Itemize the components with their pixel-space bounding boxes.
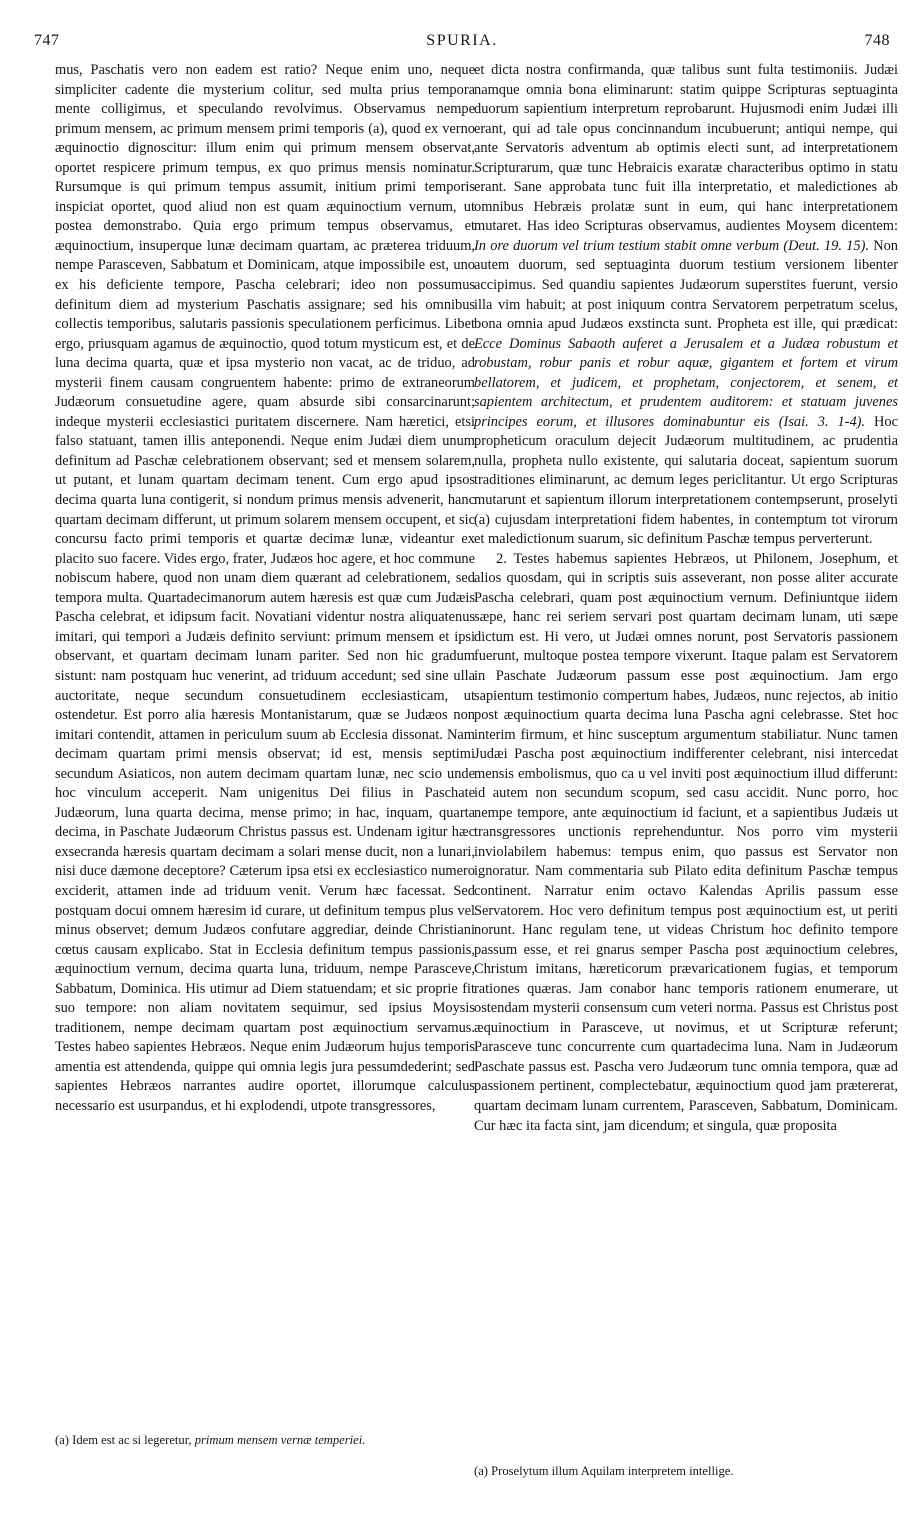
page-header: [34, 32, 890, 54]
right-column-paragraph-2: 2. Testes habemus sapientes Hebræos, ut Philonem, Josephum, et alios quosdam, qui in scriptis suis asseverant, non posse aliter accurate Pascha celebrari, quam post æquinoctium vernum. Definiuntque iidem sæpe, hanc rei seriem servari post quartam decimam lunam, uti sæpe dictum est. Hi vero, ut Judæi omnes norunt, post Servatoris passionem fuerunt, multoque postea tempore vixerunt. Itaque palam est Servatorem in Paschate Judæorum passum esse post æquinoctium. Jam ergo sapientum testimonio compertum habes, Judæos, nunc rejectos, ab initio post æquinoctium quarta decima luna Pascha agni celebrasse. Stet hoc interim firmum, et hinc susceptum argumentum stabiliatur. Nunc tamen Judæi Pascha post æquinoctium indifferenter celebrant, nisi intercedat mensis embolismus, quo ca u vel inviti post æquinoctium illud differunt: id autem non secundum scopum, sed casu accidit. Nunc porro, hoc nempe tempore, ante æquinoctium id faciunt, et a sapientibus Judæis ut transgressores unctionis reprehenduntur. Nos porro vim mysterii inviolabilem habemus: tempus enim, quo passus est Servator non ignoratur. Nam commentaria sub Pilato edita definitum Paschæ tempus continent. Narratur enim octavo Kalendas Aprilis passum esse Servatorem. Hoc vero definitum tempus post æquinoctium est, ut periti norunt. Hanc regulam tene, ut videas Christum hoc definito tempore passum esse, et rei gnarus semper Pascha post æquinoctium celebres, Christum imitans, hæreticorum prævaricationem fugias, et temporum rationes quæras. Jam conabor hanc temporis rationem enumerare, ut ostendam mysterii consensum cum veteri norma. Passus est Christus post æquinoctium in Parasceve, ut novimus, et ut Scripturæ referunt; Parasceve tunc concurrente cum quartadecima luna. Nam in Judæorum Paschate passus est. Pascha vero Judæorum tunc omnia tempora, quæ ad passionem pertinent, complectebatur, æquinoctium quod jam prætererat, quartam decimam lunam currentem, Parasceven, Sabbatum, Dominicam. Cur hæc ita facta sint, jam dicendum; et singula, quæ proposita: [474, 550, 898, 1134]
right-column-paragraph-1: [474, 61, 898, 550]
right-text-part-3: Hoc propheticum oraculum dejecit Judæorum multitudinem, ac prudentia nulla, propheta nullo existente, qui salutaria doceat, sapientum suorum traditiones eliminarunt, ac demum leges periclitantur. Ut ergo Scripturas mutarunt et sapientum illorum interpretationem contempserunt, proselyti (a) cujusdam interpretationi fidem habentes, in contemptum tot virorum et maledictionum suarum, sic definitum Paschæ tempus perverterunt.: [474, 413, 898, 548]
scripture-quote-isaiah: Ecce Dominus Sabaoth auferet a Jerusalem et a Judæa robustum et robustam, robur panis et robur aquæ, gigantem et fortem et virum bellatorem, et judicem, et prophetam, conjectorem, et senem, et sapientem architectum, et prudentem auditorem: et statuam juvenes principes eorum, et illusores dominabuntur eis (Isai. 3. 1-4).: [474, 335, 898, 430]
left-footnote-text: Idem est ac si legeretur,: [68, 1433, 195, 1447]
left-footnote: [55, 1432, 475, 1448]
left-column-text: mus, Paschatis vero non eadem est ratio? Neque enim uno, neque simpliciter cadente die mysterium colitur, sed multa prius tempora mente colligimus, et speculando revolvimus. Observamus nempe primum mensem, ac primum mensem primi temporis (a), quod ex verno æquinoctio dignoscitur: illum enim qui primum mensem observat, oportet respicere primum tempus, ex quo primus mensis nominatur. Rursumque is qui primum tempus assumit, initium primi temporis inspiciat oportet, quod aliud non est quam æquinoctium vernum, ut postea demonstrabo. Quia ergo primum tempus observamus, et æquinoctium, insuperque lunæ decimam quartam, ac præterea triduum, nempe Parasceven, Sabbatum et Dominicam, atque impossibile est, uno ex his deficiente tempore, Pascha celebrari; ideo non possumus definitum diem ad mysterium Paschatis assignare; sed his omnibus collectis temporibus, salutaris passionis speculationem perficimus. Libet ergo, priusquam agamus de æquinoctio, quod totum mysticum est, et de luna decima quarta, quæ et ipsa mysterio non vacat, ac de triduo, ad mysterii finem causam congruentem habente: primo de extraneorum Judæorum consuetudine agere, quam absurde sibi consarcinarunt; indeque mysterii ecclesiastici puritatem discernere. Nam hæretici, etsi falso statuant, tamen illis anteponendi. Neque enim Judæi diem unum definitum ad Paschæ celebrationem observant; sed et mensem solarem, ut putant, et lunam quartam decimam tenent. Cum ergo apud ipsos decima quarta luna contigerit, si nondum primus mensis advenerit, hanc quartam decimam differunt, ut primum solarem mensem occupent, et sic concursu facto primi temporis et quartæ decimæ lunæ, videantur ex placito suo facere. Vides ergo, frater, Judæos hoc agere, et hoc commune nobiscum habere, quod non unam diem quærant ad celebrationem, sed tempora multa. Quartadecimanorum autem hæresis est quæ cum Judæis Pascha celebrat, et idipsum facit. Novatiani videntur nostra aliquatenus imitari, qui tempori a Judæis definito serviunt: primum mensem et ipsi observant, et quartam decimam lunam pariter. Sed non hic gradum sistunt: nam postquam huc venerint, ad triduum accedunt; sed sine ulla auctoritate, neque secundum consuetudinem ecclesiasticam, ut ostendetur. Est porro alia hæresis Montanistarum, quæ se Judæos non imitari contendit, attamen in periculum suum ab Ecclesia dissonat. Nam decimam quartam primi mensis observat; id est, mensis septimi secundum Asiaticos, non autem decimam quartam lunæ, nec scio unde hoc vinculum acceperit. Nam unigenitus Dei filius in Paschate Judæorum, luna quarta decima, mense primo; in hac, inquam, quarta decima, in Paschate Judæorum Christus passus est. Undenam igitur hæc exsecranda hæresis quartam decimam a solari mense ducit, non a lunari, nisi duce dæmone deceptore? Cæterum ipsa etsi ex ecclesiastico numero exciderit, attamen inde ad triduum venit. Verum hæc facessat. Sed postquam docui omnem hæresim id curare, ut definitum tempus plus vel minus observet; demum Judæos confutare aggrediar, deinde Christiani cœtus causam explicabo. Stat in Ecclesia definitum tempus passionis, æquinoctium vernum, decima quarta luna, triduum, nempe Parasceve, Sabbatum, Dominica. His utimur ad Diem statuendam; et sic proprie fit suo tempore: non aliam novitatem sequimur, sed ipsius Moysis traditionem, nempe decimam quartam post æquinoctium servamus. Testes habeo sapientes Hebræos. Neque enim Judæorum hujus temporis amentia est attendenda, quippe qui omnia legis jura pessumdederint; sed sapientes Hebræos narrantes audire oportet, illorumque calculus necessario est usurpandus, et hi explodendi, utpote transgressores,: [55, 62, 475, 1114]
right-page-number: 748: [864, 32, 890, 49]
left-page-number: 747: [34, 32, 60, 49]
right-text-part-2: Non autem duorum, sed septuaginta duorum testium versionem libenter accipimus. Sed quandiu sapientes Judæorum superstites fuerunt, versio illa vim habuit; at post iniquum contra Servatorem perpetratum scelus, bona omnia apud Judæos exstincta sunt. Propheta est ille, qui prædicat:: [474, 237, 898, 333]
scripture-quote-deuteronomy: In ore duorum vel trium testium stabit omne verbum (Deut. 19. 15).: [474, 237, 869, 254]
left-footnote-italic: primum mensem vernæ temperiei.: [194, 1433, 366, 1447]
right-footnote-mark: (a): [474, 1464, 488, 1478]
left-column: [55, 61, 475, 1117]
right-footnote-text: Proselytum illum Aquilam interpretem intellige.: [487, 1464, 734, 1478]
running-title: SPURIA.: [426, 32, 498, 49]
right-column: [474, 61, 898, 1136]
right-footnote: [474, 1463, 894, 1479]
right-text-part-1: et dicta nostra confirmanda, quæ talibus sunt fulta testimoniis. Judæi namque omnia bona eliminarunt: statim quippe Scripturas septuaginta duorum sapientium interpretum reprobarunt. Hujusmodi enim Judæi illi erant, qui ad tale opus concinnandum incubuerunt; antiqui nempe, qui ante Servatoris adventum ab optimis electi sunt, ad interpretationem Scripturarum, quæ tunc Hebraicis exaratæ characteribus optimo in statu erant. Sane approbata tunc fuit illa interpretatio, et maledictiones ab omnibus Hebræis prolatæ sunt in eum, qui hanc interpretationem mutaret. Has ideo Scripturas observamus, audientes Moysem dicentem:: [474, 62, 898, 235]
left-footnote-mark: (a): [55, 1433, 69, 1447]
